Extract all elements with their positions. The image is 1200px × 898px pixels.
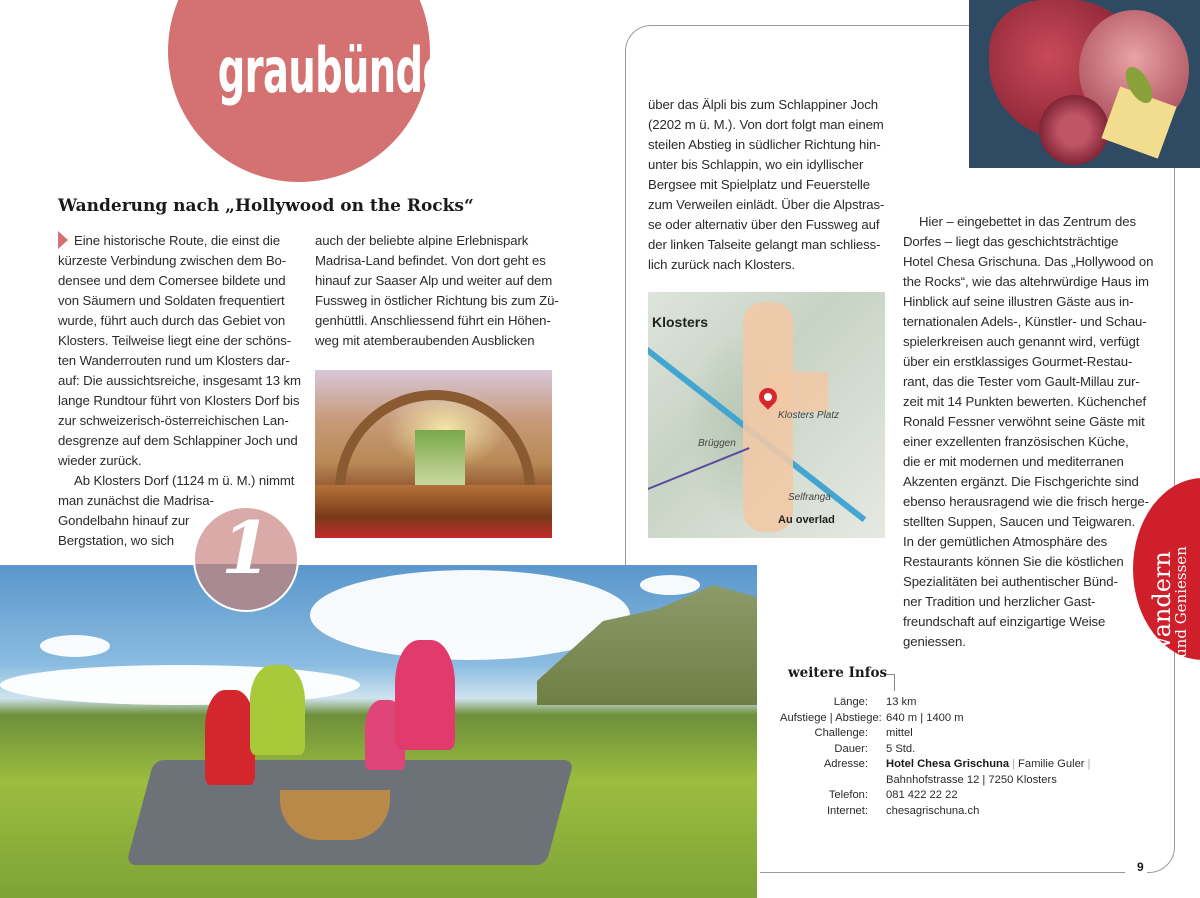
- text-line: kürzeste Verbindung zwischen dem Bo-: [58, 253, 287, 268]
- info-box-title: weitere Infos: [788, 665, 888, 681]
- text-line: the Rocks“, wie das altehrwürdige Haus im: [903, 274, 1149, 289]
- separator: |: [1012, 758, 1016, 770]
- text-line: wurde, führt auch durch das Gebiet von: [58, 313, 286, 328]
- map-town-area: [768, 372, 828, 412]
- info-value: Bahnhofstrasse 12 | 7250 Klosters: [886, 773, 1057, 786]
- cloud: [0, 665, 360, 705]
- text-line: Madrisa-Land befindet. Von dort geht es: [315, 253, 546, 268]
- info-row-duration: [780, 742, 1093, 758]
- text-line: zur schweizerisch-österreichischen Lan-: [58, 413, 289, 428]
- text-line: freundschaft auf einzigartige Weise: [903, 614, 1106, 629]
- info-label-empty: [780, 773, 886, 789]
- info-label: Internet:: [826, 804, 868, 817]
- salami-slice: [1039, 95, 1109, 165]
- info-row-address-line2: [780, 773, 1093, 789]
- text-line: der linken Talseite gelangt man schliess-: [648, 237, 881, 252]
- map-label: Au overlad: [778, 514, 835, 526]
- text-line: über ein erstklassiges Gourmet-Restau-: [903, 354, 1133, 369]
- section-side-tab-label: [1150, 546, 1188, 660]
- info-bracket-decoration: [886, 674, 895, 691]
- text-line: genhüttli. Anschliessend führt ein Höhen-: [315, 313, 551, 328]
- map-border-line: [648, 447, 750, 494]
- info-value: [886, 757, 1093, 773]
- meat-platter-photo: [969, 0, 1200, 168]
- info-value: mittel: [886, 727, 913, 739]
- phone-number[interactable]: 081 422 22 22: [886, 789, 958, 801]
- side-tab-line-2: und Geniessen: [1172, 546, 1190, 658]
- map-label: Klosters: [652, 314, 709, 330]
- text-line: spielerkreisen auch genannt wird, verfügt: [903, 334, 1140, 349]
- info-row-address: [780, 757, 1093, 773]
- map-label: Brüggen: [698, 438, 736, 449]
- text-line: Eine historische Route, die einst die: [58, 231, 298, 251]
- info-label: Adresse:: [823, 758, 868, 770]
- text-line: In der gemütlichen Atmosphäre des: [903, 534, 1108, 549]
- info-value: 5 Std.: [886, 742, 916, 755]
- text-line: (2202 m ü. M.). Von dort folgt man einem: [648, 117, 884, 132]
- adult-figure: [250, 665, 305, 755]
- text-line: Klosters. Teilweise liegt eine der schöns-: [58, 333, 292, 348]
- text-line: se oder alternativ über den Fussweg auf: [648, 217, 880, 232]
- text-line: Restaurants können Sie die köstlichen: [903, 554, 1124, 569]
- text-line: man zunächst die Madrisa-: [58, 493, 214, 508]
- article-column-4: [903, 212, 1154, 652]
- text-line: Bergstation, wo sich: [58, 533, 175, 548]
- text-line: die er mit modernen und mediterranen: [903, 454, 1124, 469]
- article-column-1: [58, 231, 301, 551]
- text-line: Ab Klosters Dorf (1124 m ü. M.) nimmt: [74, 473, 295, 488]
- text-line: steilen Abstieg in südlicher Richtung hin-: [648, 137, 881, 152]
- hotel-family: Familie Guler: [1018, 758, 1085, 770]
- text-line: stellten Suppen, Saucen und Teigwaren.: [903, 514, 1136, 529]
- map-label: Selfranga: [788, 492, 831, 503]
- separator: |: [1087, 758, 1091, 770]
- text-line: Ronald Fessner verwöhnt seine Gäste mit: [903, 414, 1145, 429]
- info-label: Challenge:: [814, 727, 868, 739]
- text-line: desgrenze auf dem Schlappiner Joch und: [58, 433, 298, 448]
- side-tab-line-1: Wandern: [1148, 551, 1176, 660]
- website-link[interactable]: chesagrischuna.ch: [886, 804, 980, 817]
- tour-number: 1: [220, 505, 272, 590]
- picnic-photo: [0, 565, 757, 898]
- hotel-name: Hotel Chesa Grischuna: [886, 758, 1010, 770]
- info-table: [780, 695, 1093, 819]
- adult-figure: [395, 640, 455, 750]
- info-label: Länge:: [833, 696, 868, 708]
- text-line: Akzenten ergänzt. Die Fischgerichte sind: [903, 474, 1139, 489]
- text-line: Gondelbahn hinauf zur: [58, 513, 190, 528]
- text-line: lich zurück nach Klosters.: [648, 257, 795, 272]
- content-frame-bottom-line: [760, 872, 1125, 873]
- text-line: ten Wanderrouten rund um Klosters dar-: [58, 353, 290, 368]
- location-map: [648, 292, 885, 538]
- info-row-website: [780, 804, 1093, 820]
- text-line: auch der beliebte alpine Erlebnispark: [315, 233, 529, 248]
- text-line: wieder zurück.: [58, 453, 142, 468]
- info-row-phone: [780, 788, 1093, 804]
- restaurant-photo: [315, 370, 552, 538]
- info-row-length: [780, 695, 1093, 711]
- text-line: zum Verweilen einlädt. Über die Alpstras-: [648, 197, 885, 212]
- text-line: lange Rundtour führt von Klosters Dorf bis: [58, 393, 300, 408]
- text-line: einer exzellenten französischen Küche,: [903, 434, 1129, 449]
- page-number: 9: [1134, 860, 1147, 874]
- article-column-3: [648, 95, 888, 275]
- info-label: Aufstiege | Abstiege:: [780, 711, 882, 724]
- text-line: hinauf zur Saaser Alp und weiter auf dem: [315, 273, 553, 288]
- child-figure: [205, 690, 255, 785]
- dining-tables: [315, 485, 552, 538]
- text-line: Hotel Chesa Grischuna. Das „Hollywood on: [903, 254, 1154, 269]
- info-label: Dauer:: [834, 742, 868, 755]
- text-line: von Säumern und Soldaten frequentiert: [58, 293, 285, 308]
- text-line: Hinblick auf seine illustren Gäste aus in-: [903, 294, 1134, 309]
- text-line: geniessen.: [903, 634, 966, 649]
- info-value: 13 km: [886, 696, 917, 708]
- region-title: graubünden: [217, 34, 475, 107]
- text-line: ternationalen Adels-, Künstler- und Schau-: [903, 314, 1147, 329]
- info-row-ascent-descent: [780, 711, 1093, 727]
- text-line: densee und dem Comersee bildete und: [58, 273, 286, 288]
- info-value: 640 m | 1400 m: [886, 711, 964, 724]
- text-line: Hier – eingebettet in das Zentrum des: [919, 214, 1136, 229]
- cloud: [640, 575, 700, 595]
- text-line: Bergsee mit Spielplatz und Feuerstelle: [648, 177, 870, 192]
- info-label: Telefon:: [828, 789, 868, 801]
- bowling-lane: [415, 430, 465, 485]
- text-line: über das Älpli bis zum Schlappiner Joch: [648, 97, 878, 112]
- text-line: Spezialitäten bei authentischer Bünd-: [903, 574, 1118, 589]
- article-column-2: [315, 231, 559, 351]
- article-headline: Wanderung nach „Hollywood on the Rocks“: [58, 196, 474, 216]
- text-line: auf: Die aussichtsreiche, insgesamt 13 km: [58, 373, 301, 388]
- text-line: ebenso herausragend wie die frisch herge-: [903, 494, 1149, 509]
- info-row-challenge: [780, 726, 1093, 742]
- text-line: zeit mit 14 Punkten bewerten. Küchenchef: [903, 394, 1147, 409]
- text-line: weg mit atemberaubenden Ausblicken: [315, 333, 535, 348]
- text-line: unter bis Schlappin, wo ein idyllischer: [648, 157, 864, 172]
- text-line: rant, das die Tester vom Gault-Millau zur-: [903, 374, 1140, 389]
- map-label: Klosters Platz: [778, 410, 840, 421]
- text-line: Dorfes – liegt das geschichtsträchtige: [903, 234, 1119, 249]
- text-line: ner Tradition und herzlicher Gast-: [903, 594, 1096, 609]
- section-marker-icon: [58, 231, 68, 249]
- cloud: [40, 635, 110, 657]
- text-line: Fussweg in östlicher Richtung bis zum Zü-: [315, 293, 559, 308]
